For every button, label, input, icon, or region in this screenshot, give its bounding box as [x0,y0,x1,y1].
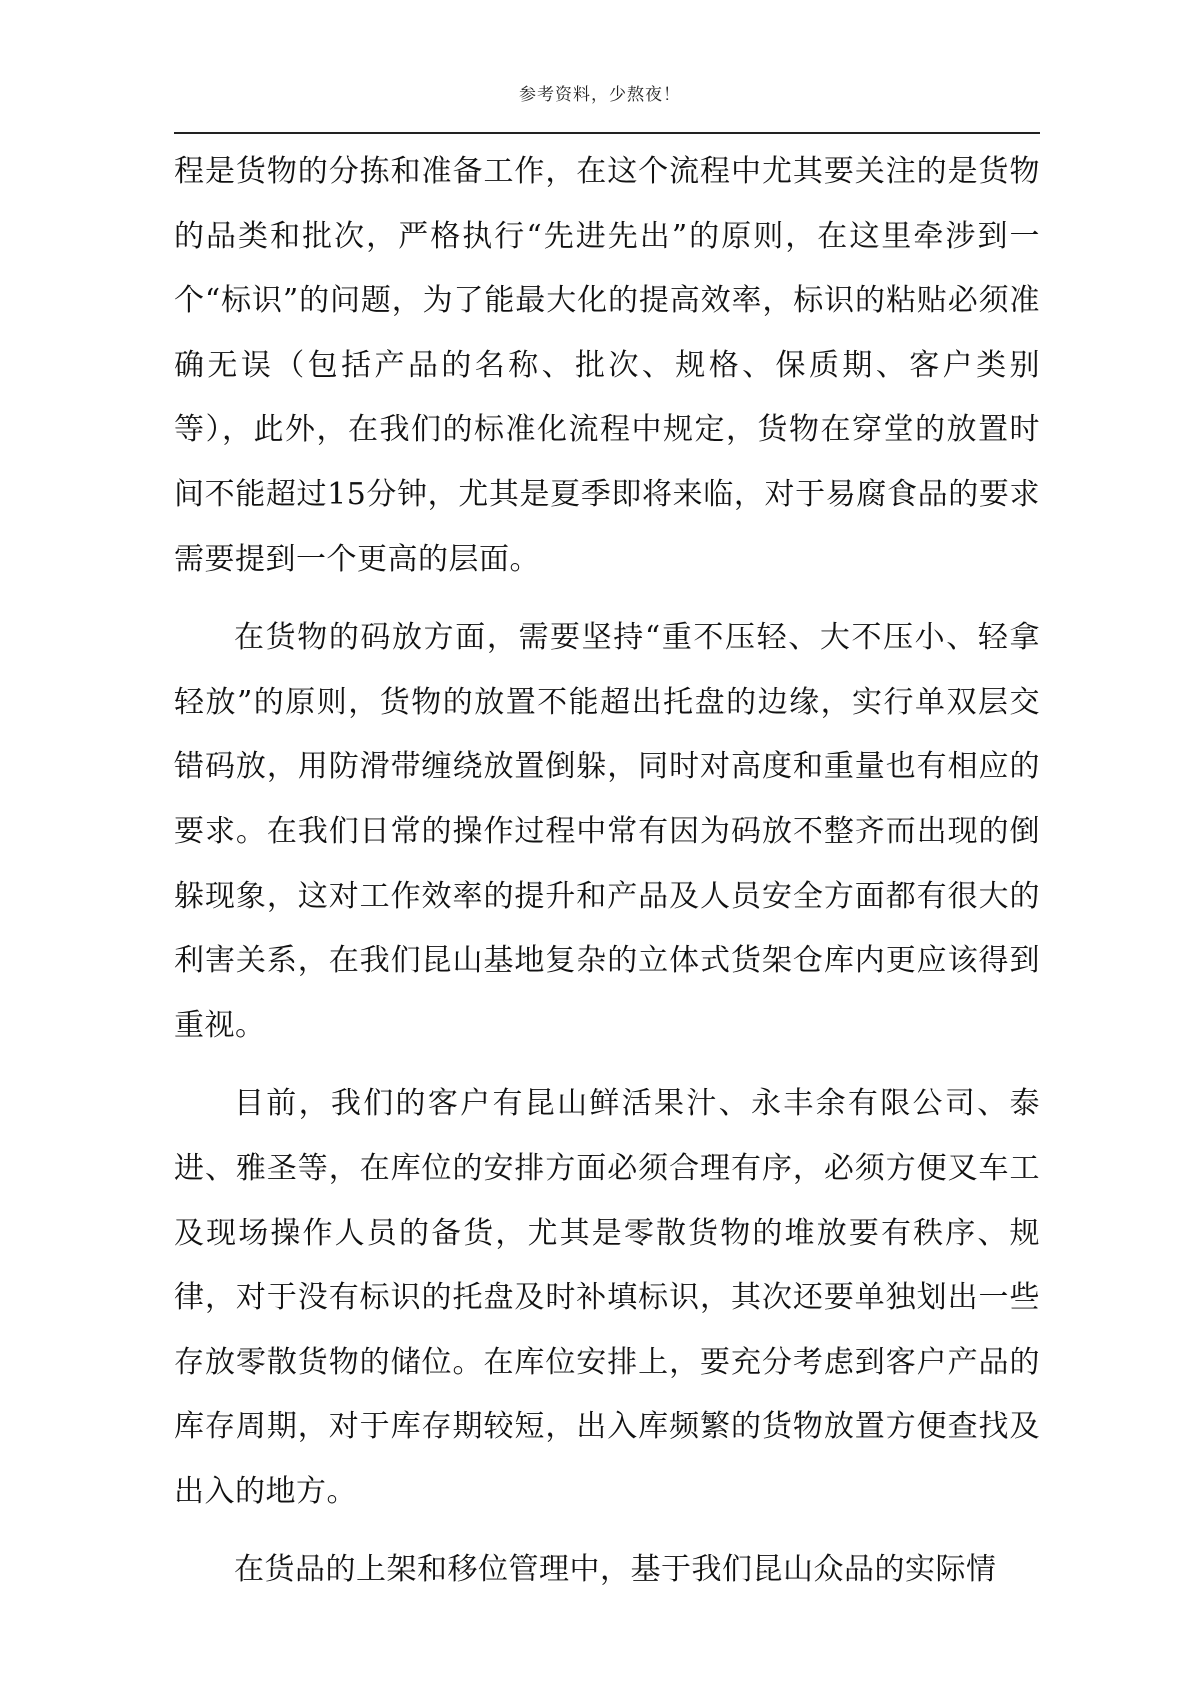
paragraph-4: 在货品的上架和移位管理中，基于我们昆山众品的实际情 [234,1552,997,1588]
paragraph-1: 程是货物的分拣和准备工作，在这个流程中尤其要关注的是货物的品类和批次，严格执行“先进先出”的原则，在这里牵涉到一个“标识”的问题，为了能最大化的提高效率，标识的粘贴必须准确无误（包括产品的名称、批次、规格、保质期、客户类别等），此外，在我们的标准化流程中规定，货物在穿堂的放置时间不能超过15分钟，尤其是夏季即将来临，对于易腐食品的要求需要提到一个更高的层面。 [174,154,1040,577]
document-body [174,140,1040,1617]
paragraph-3: 目前，我们的客户有昆山鲜活果汁、永丰余有限公司、泰进、雅圣等，在库位的安排方面必须合理有序，必须方便叉车工及现场操作人员的备货，尤其是零散货物的堆放要有秩序、规律，对于没有标识的托盘及时补填标识，其次还要单独划出一些存放零散货物的储位。在库位安排上，要充分考虑到客户产品的库存周期，对于库存期较短，出入库频繁的货物放置方便查找及出入的地方。 [174,1086,1040,1509]
paragraph-2: 在货物的码放方面，需要坚持“重不压轻、大不压小、轻拿轻放”的原则，货物的放置不能超出托盘的边缘，实行单双层交错码放，用防滑带缠绕放置倒躲，同时对高度和重量也有相应的要求。在我们日常的操作过程中常有因为码放不整齐而出现的倒躲现象，这对工作效率的提升和产品及人员安全方面都有很大的利害关系，在我们昆山基地复杂的立体式货架仓库内更应该得到重视。 [174,620,1040,1043]
page-header-note: 参考资料，少熬夜！ [519,85,681,105]
header-divider [174,132,1040,134]
